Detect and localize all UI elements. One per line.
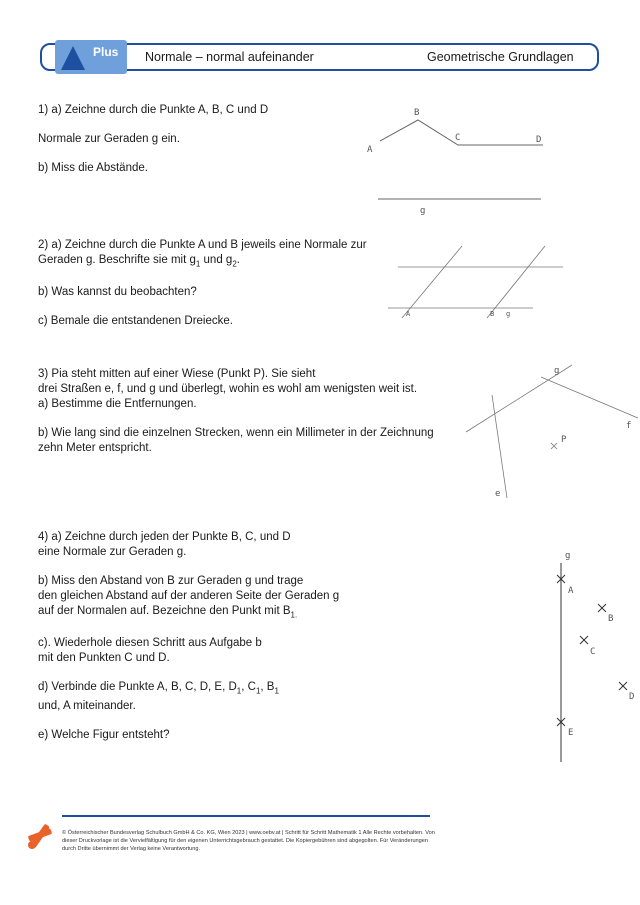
fig1-label-d: D — [536, 135, 542, 145]
task-3-line: zehn Meter entspricht. — [38, 442, 152, 454]
task-1-line: b) Miss die Abstände. — [38, 162, 148, 174]
task-2-line: c) Bemale die entstandenen Dreiecke. — [38, 315, 233, 328]
fig2-label-a: A — [406, 310, 411, 318]
fig3-label-f: f — [626, 421, 632, 431]
task-2 — [38, 238, 367, 329]
figure-4 — [557, 563, 627, 762]
figure-3 — [466, 365, 638, 498]
task-2-line: 2) a) Zeichne durch die Punkte A und B jeweils eine Normale zur — [38, 239, 367, 251]
fig1-label-a: A — [367, 145, 373, 155]
task-4-line: eine Normale zur Geraden g. — [38, 546, 187, 558]
task-4-line: d) Verbinde die Punkte A, B, C, D, E, $D_1$, $C_1$, $B_1$ — [38, 681, 279, 696]
task-4-line: e) Welche Figur entsteht? — [38, 728, 170, 741]
task-2-line: b) Was kannst du beobachten? — [38, 286, 197, 299]
figure-1 — [378, 120, 543, 199]
task-4-line: auf der Normalen auf. Bezeichne den Punkt mit $B_{1.}$ — [38, 605, 298, 620]
fig1-label-b: B — [414, 108, 420, 118]
task-3 — [38, 367, 434, 456]
fig4-label-e: E — [568, 728, 574, 738]
fig4-label-d: D — [629, 692, 635, 702]
task-3-line: b) Wie lang sind die einzelnen Strecken, wenn ein Millimeter in der Zeichnung — [38, 427, 434, 439]
fig3-label-g: g — [554, 366, 560, 376]
fig3-label-e: e — [495, 489, 501, 499]
task-3-line: a) Bestimme die Entfernungen. — [38, 398, 197, 410]
task-4-line: c). Wiederhole diesen Schritt aus Aufgabe b — [38, 637, 262, 650]
task-4 — [38, 530, 339, 743]
fig4-label-c: C — [590, 647, 596, 657]
fig4-label-a: A — [568, 586, 574, 596]
task-4-line: mit den Punkten C und D. — [38, 652, 170, 665]
task-3-line: 3) Pia steht mitten auf einer Wiese (Punkt P). Sie sieht — [38, 368, 316, 380]
footer-copyright: © Österreichischer Bundesverlag Schulbuch GmbH & Co. KG, Wien 2023 | www.oebv.at | Schritt für Schritt Mathematik 1 Alle Rechte vorbehalten. Von dieser Druckvorlage ist die Vervielfältigung für den eigenen Unterrichtsgebrauch gestattet. Die Kopiergebühren sind abgegolten. Für Veränderungen durch Dritte übernimmt der Verlag keine Verantwortung. — [62, 830, 435, 852]
fig3-label-p: P — [561, 435, 567, 445]
task-1-line: Normale zur Geraden g ein. — [38, 133, 180, 145]
task-4-line: den gleichen Abstand auf der anderen Seite der Geraden g — [38, 590, 340, 602]
figure-2 — [388, 246, 563, 318]
footer-rule — [62, 815, 430, 817]
fig4-label-g: g — [565, 551, 571, 561]
task-1-line: 1) a) Zeichne durch die Punkte A, B, C und D — [38, 104, 269, 116]
task-4-line: 4) a) Zeichne durch jeden der Punkte B, C, und D — [38, 531, 291, 543]
logo-text: Plus — [93, 45, 119, 59]
task-3-line: drei Straßen e, f, und g und überlegt, wohin es wohl am wenigsten weit ist. — [38, 383, 418, 395]
page-category: Geometrische Grundlagen — [427, 50, 574, 64]
publisher-logo-icon — [26, 821, 54, 851]
task-1 — [38, 103, 268, 176]
fig2-label-g: g — [506, 310, 511, 318]
fig1-label-g: g — [420, 206, 426, 216]
task-2-line: Geraden g. Beschrifte sie mit $g_1$ und $g_2$. — [38, 254, 240, 269]
page-title: Normale – normal aufeinander — [145, 50, 314, 64]
task-4-line: b) Miss den Abstand von B zur Geraden g und trage — [38, 575, 304, 587]
fig1-label-c: C — [455, 133, 461, 143]
fig2-label-b: B — [490, 310, 495, 318]
plus-logo — [55, 40, 127, 74]
fig4-label-b: B — [608, 614, 614, 624]
task-4-line: und, A miteinander. — [38, 699, 136, 712]
